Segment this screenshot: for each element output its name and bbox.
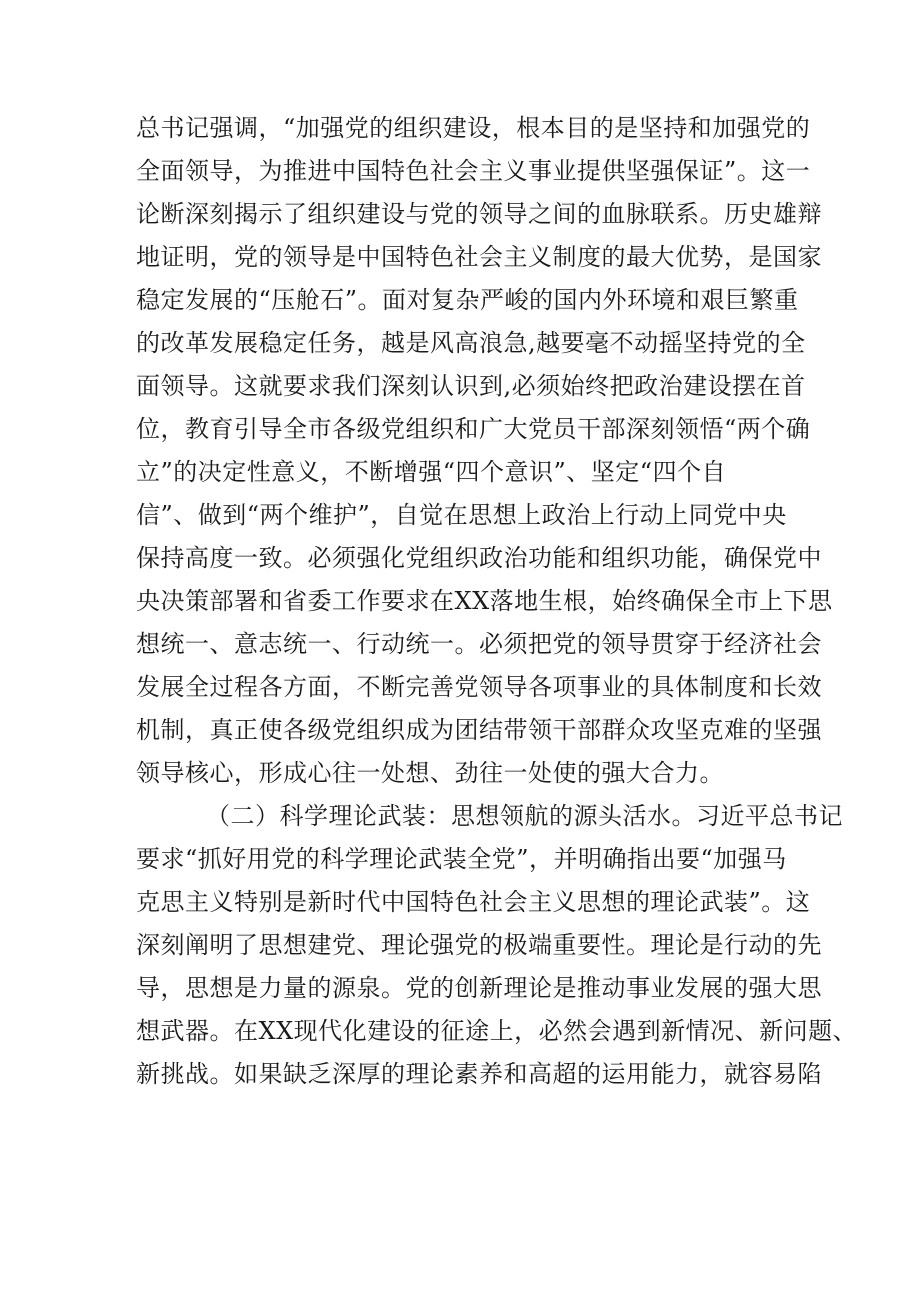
- text-line: 地证明，党的领导是中国特色社会主义制度的最大优势，是国家: [136, 243, 822, 271]
- text-line: 立”的决定性意义，不断增强“四个意识”、坚定“四个自: [136, 458, 727, 486]
- section-paragraph: [136, 795, 858, 1096]
- section-heading-line: （二）科学理论武装：思想领航的源头活水。习近平总书记: [206, 802, 843, 830]
- text-line: 面领导。这就要求我们深刻认识到,必须始终把政治建设摆在首: [136, 372, 806, 400]
- text-line: 全面领导，为推进中国特色社会主义事业提供坚强保证”。这一: [136, 157, 811, 185]
- text-line: 要求“抓好用党的科学理论武装全党”，并明确指出要“加强马: [136, 845, 787, 873]
- text-line: 论断深刻揭示了组织建设与党的领导之间的血脉联系。历史雄辩: [136, 200, 822, 228]
- text-line: 机制，真正使各级党组织成为团结带领干部群众攻坚克难的坚强: [136, 716, 822, 744]
- text-line: 位，教育引导全市各级党组织和广大党员干部深刻领悟“两个确: [136, 415, 811, 443]
- text-line: 领导核心，形成心往一处想、劲往一处使的强大合力。: [136, 759, 724, 787]
- text-line: 总书记强调，“加强党的组织建设，根本目的是坚持和加强党的: [136, 114, 811, 142]
- text-line: 央决策部署和省委工作要求在XX落地生根，始终确保全市上下思: [136, 587, 833, 615]
- body-paragraph: [136, 107, 833, 795]
- text-line: 的改革发展稳定任务，越是风高浪急,越要毫不动摇坚持党的全: [136, 329, 806, 357]
- text-line: 信”、做到“两个维护”，自觉在思想上政治上行动上同党中央: [136, 501, 787, 529]
- text-line: 新挑战。如果缺乏深厚的理论素养和高超的运用能力，就容易陷: [136, 1060, 822, 1088]
- text-line: 导，思想是力量的源泉。党的创新理论是推动事业发展的强大思: [136, 974, 822, 1002]
- text-line: 克思主义特别是新时代中国特色社会主义思想的理论武装”。这: [136, 888, 811, 916]
- text-line: 保持高度一致。必须强化党组织政治功能和组织功能，确保党中: [136, 544, 822, 572]
- text-line: 稳定发展的“压舱石”。面对复杂严峻的国内外环境和艰巨繁重: [136, 286, 799, 314]
- text-line: 深刻阐明了思想建党、理论强党的极端重要性。理论是行动的先: [136, 931, 822, 959]
- text-line: 想统一、意志统一、行动统一。必须把党的领导贯穿于经济社会: [136, 630, 822, 658]
- text-line: 想武器。在XX现代化建设的征途上，必然会遇到新情况、新问题、: [136, 1017, 858, 1045]
- text-line: 发展全过程各方面，不断完善党领导各项事业的具体制度和长效: [136, 673, 822, 701]
